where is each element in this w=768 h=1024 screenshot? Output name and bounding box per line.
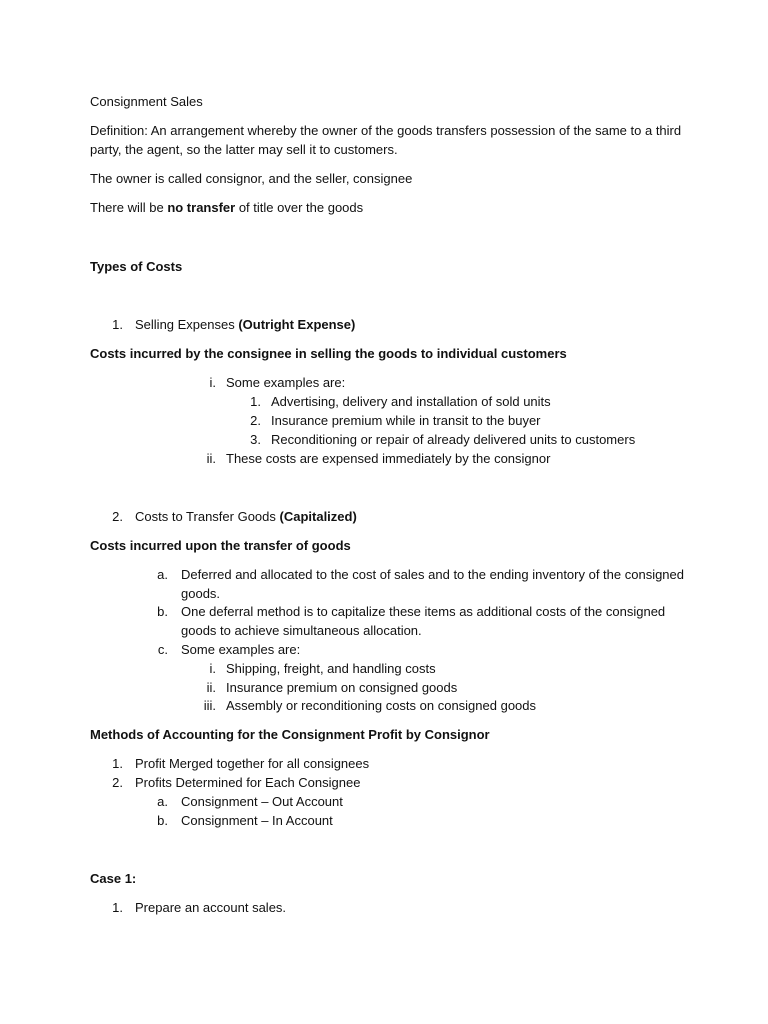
list-marker: i. <box>209 661 216 676</box>
list-marker: 1. <box>112 756 123 771</box>
list-marker: 1. <box>250 394 261 409</box>
list-marker: a. <box>157 567 168 582</box>
list-item: Assembly or reconditioning costs on consigned goods <box>226 698 537 713</box>
list-marker: 3. <box>250 432 261 447</box>
transfer-prefix: There will be <box>90 200 168 215</box>
list-marker: a. <box>157 794 168 809</box>
list-item: Insurance premium while in transit to the buyer <box>271 413 541 428</box>
list-marker: b. <box>157 604 168 619</box>
list-marker: ii. <box>206 451 216 466</box>
transfer-line <box>90 198 363 217</box>
transfer-bold: no transfer <box>167 200 236 215</box>
selling-bold: (Outright Expense) <box>238 317 356 332</box>
list-marker: 2. <box>112 775 123 790</box>
list-item: Profit Merged together for all consignees <box>135 756 370 771</box>
types-heading: Types of Costs <box>90 259 183 274</box>
selling-subheading: Costs incurred by the consignee in selling the goods to individual customers <box>90 346 567 361</box>
list-item: These costs are expensed immediately by the consignor <box>226 451 551 466</box>
transfer-costs-item <box>135 507 357 526</box>
list-marker: 1. <box>112 317 123 332</box>
transfer-costs-bold: (Capitalized) <box>279 509 357 524</box>
list-item: Profits Determined for Each Consignee <box>135 775 361 790</box>
transfer-suffix: of title over the goods <box>235 200 364 215</box>
list-marker: i. <box>209 375 216 390</box>
list-marker: ii. <box>206 680 216 695</box>
page-title: Consignment Sales <box>90 94 203 109</box>
list-item: Insurance premium on consigned goods <box>226 680 458 695</box>
list-item-continuation: goods. <box>181 586 221 601</box>
list-item: Some examples are: <box>226 375 346 390</box>
list-item: Deferred and allocated to the cost of sales and to the ending inventory of the consigned <box>181 567 685 582</box>
list-item: Reconditioning or repair of already delivered units to customers <box>271 432 636 447</box>
list-marker: 1. <box>112 900 123 915</box>
list-marker: 2. <box>250 413 261 428</box>
list-item: Consignment – In Account <box>181 813 333 828</box>
list-item: Some examples are: <box>181 642 301 657</box>
definition-line-2: party, the agent, so the latter may sell it to customers. <box>90 142 398 157</box>
list-marker: c. <box>157 642 168 657</box>
list-item: Shipping, freight, and handling costs <box>226 661 436 676</box>
transfer-costs-label: Costs to Transfer Goods <box>135 509 280 524</box>
selling-label: Selling Expenses <box>135 317 239 332</box>
list-item: Consignment – Out Account <box>181 794 343 809</box>
list-item: One deferral method is to capitalize these items as additional costs of the consigned <box>181 604 666 619</box>
list-item: Advertising, delivery and installation of sold units <box>271 394 551 409</box>
list-marker: iii. <box>203 698 216 713</box>
case-heading: Case 1: <box>90 871 137 886</box>
owner-line: The owner is called consignor, and the seller, consignee <box>90 171 413 186</box>
list-item: Prepare an account sales. <box>135 900 287 915</box>
list-marker: b. <box>157 813 168 828</box>
selling-expenses-item <box>135 315 355 334</box>
list-marker: 2. <box>112 509 123 524</box>
list-item-continuation: goods to achieve simultaneous allocation. <box>181 623 422 638</box>
transfer-costs-subheading: Costs incurred upon the transfer of goods <box>90 538 351 553</box>
definition-line-1: Definition: An arrangement whereby the owner of the goods transfers possession of the same to a third <box>90 123 682 138</box>
methods-heading: Methods of Accounting for the Consignment Profit by Consignor <box>90 727 490 742</box>
